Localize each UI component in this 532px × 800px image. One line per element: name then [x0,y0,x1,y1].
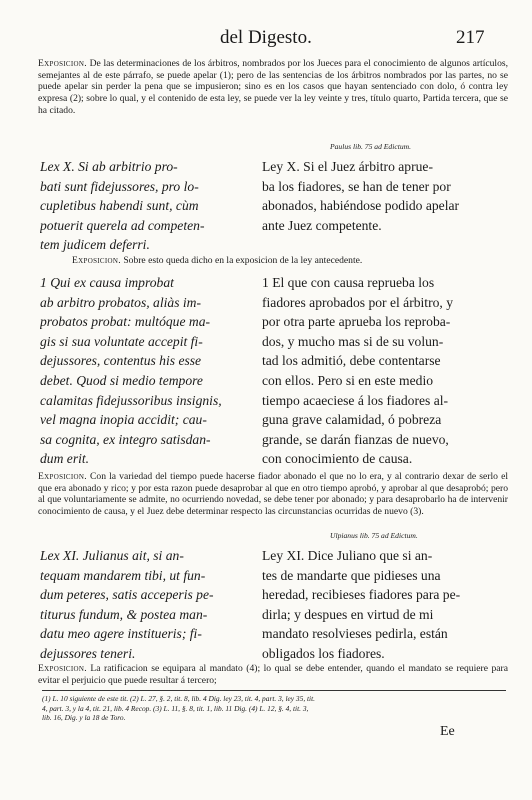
latin-line: sa cognita, ex integro satisdan- [40,431,211,447]
spanish-line: fiadores aprobados por el árbitro, y [262,294,454,310]
spanish-line: por otra parte aprueba los reproba- [262,314,451,330]
running-title: del Digesto. [220,27,312,48]
spanish-line: mandato resolvieses pedirla, están [262,626,448,642]
spanish-line: tes de mandarte que pidieses una [262,567,441,583]
spanish-line: 1 El que con causa reprueba los [262,275,435,290]
source-citation-paulus: Paulus lib. 75 ad Edictum. [330,142,411,151]
spanish-line: tad los admitió, debe contentarse [262,353,441,369]
exposition-text: De las determinaciones de los árbitros, nombrados por los Jueces para el conocimiento de algunos artículos, semejantes al de este párrafo, se puede apelar (1); pero de las sentencias de los árbitros nombrados por las partes, no se puede apelar sin perder la pena que se impusieron; sino es en los casos que hayan sentenciado con dolo, ó contra ley expresa (2); sobre lo qual, y el contenido de esta ley, se puede ver la ley veinte y tres, título quarto, Partida tercera, que se ha citado. [38,58,509,116]
exposition-label: Exposicion. [38,663,87,674]
exposition-label: Exposicion. [72,255,121,266]
latin-line: potuerit querela ad competen- [40,217,205,233]
latin-line: 1 Qui ex causa improbat [40,275,174,290]
spanish-line: Ley XI. Dice Juliano que si an- [262,548,433,563]
exposition-text: Con la variedad del tiempo puede hacerse fiador abonado el que no lo era, y al contrario dexar de serlo el que era abonado y rico; y por esta razon puede desaprobar al que en otro tiempo aprobó, y aprobar al que desaprobó; pero al que voluntariamente se admite, no ocurriendo novedad, se debe tener por abonado; y para desaprobarlo ha de intervenir conocimiento de causa, y el Juez debe determinar respecto las circunstancias ocurridas de nuevo (3). [38,471,508,518]
exposition-text: La ratificacion se equipara al mandato (4); lo qual se debe entender, quando el mandato se requiere para evitar el perjuicio que puede resultar á tercero; [38,663,508,686]
paragraph-1-latin [40,273,255,469]
spanish-line: ante Juez competente. [262,217,382,233]
ley-xi-spanish [262,546,510,664]
exposition-4 [38,663,508,686]
spanish-line: guna grave calamidad, ó pobreza [262,412,442,428]
footnotes [42,690,506,723]
latin-line: probatos probat: multóque ma- [40,314,211,330]
paragraph-1-spanish [262,273,510,469]
latin-line: dejussores teneri. [40,645,136,661]
latin-line: tequam mandarem tibi, ut fun- [40,567,206,583]
latin-line: vel magna inopia accidit; cau- [40,412,207,428]
spanish-line: heredad, recibieses fiadores para pe- [262,587,461,603]
spanish-line: obligados los fiadores. [262,645,385,661]
spanish-line: con ellos. Pero si en este medio [262,372,434,388]
latin-line: ab arbitro probatos, aliàs im- [40,294,202,310]
exposition-label: Exposicion. [38,58,87,69]
spanish-line: ba los fiadores, se han de tener por [262,178,451,194]
lex-x-latin [40,157,255,255]
running-header [0,27,532,53]
latin-line: dejussores, contentus his esse [40,353,202,369]
exposition-text: Sobre esto queda dicho en la exposicion de la ley antecedente. [123,255,363,266]
latin-line: tem judicem deferri. [40,237,150,253]
spanish-line: dos, y mucho mas si de su volun- [262,333,444,349]
exposition-label: Exposicion. [38,471,87,482]
spanish-line: dirla; y despues en virtud de mi [262,606,434,622]
latin-line: dum peteres, satis acceperis pe- [40,587,214,603]
exposition-2 [72,255,532,267]
latin-line: gis si sua voluntate accepit fi- [40,333,203,349]
footnote-line: 4, part. 3, y la 4, tit. 21, lib. 4 Recop. (3) L. 11, §. 8, tit. 1, lib. 11 Dig. (4) L. 12, §. 4, tit. 3, [42,703,309,713]
latin-line: datu meo agere institueris; fi- [40,626,202,642]
exposition-3 [38,471,508,518]
lex-xi-latin [40,546,255,664]
spanish-line: grande, se darán fianzas de nuevo, [262,431,449,447]
latin-line: Lex X. Si ab arbitrio pro- [40,159,178,174]
spanish-line: con conocimiento de causa. [262,451,413,467]
latin-line: cupletibus habendi sunt, cùm [40,198,199,214]
spanish-line: tiempo acaeciese á los fiadores al- [262,392,449,408]
latin-line: debet. Quod si medio tempore [40,372,203,388]
ley-x-spanish [262,157,510,235]
footnote-line: (1) L. 10 siguiente de este tit. (2) L. 27, §. 2, tit. 8, lib. 4 Dig. ley 23, tit. 4, part. 3, ley 35, tit. [42,694,316,703]
signature-mark: Ee [440,724,455,739]
latin-line: titurus fundum, & postea man- [40,606,208,622]
latin-line: dum erit. [40,451,90,467]
source-citation-ulpianus: Ulpianus lib. 75 ad Edictum. [330,531,418,540]
page-number: 217 [456,27,485,48]
latin-line: calamitas fidejussoribus insignis, [40,392,222,408]
exposition-1 [38,58,508,117]
latin-line: Lex XI. Julianus ait, si an- [40,548,184,563]
footnote-line: lib. 16, Dig. y la 18 de Toro. [42,713,126,723]
spanish-line: abonados, habiéndose podido apelar [262,198,460,214]
spanish-line: Ley X. Si el Juez árbitro aprue- [262,159,433,174]
latin-line: bati sunt fidejussores, pro lo- [40,178,199,194]
